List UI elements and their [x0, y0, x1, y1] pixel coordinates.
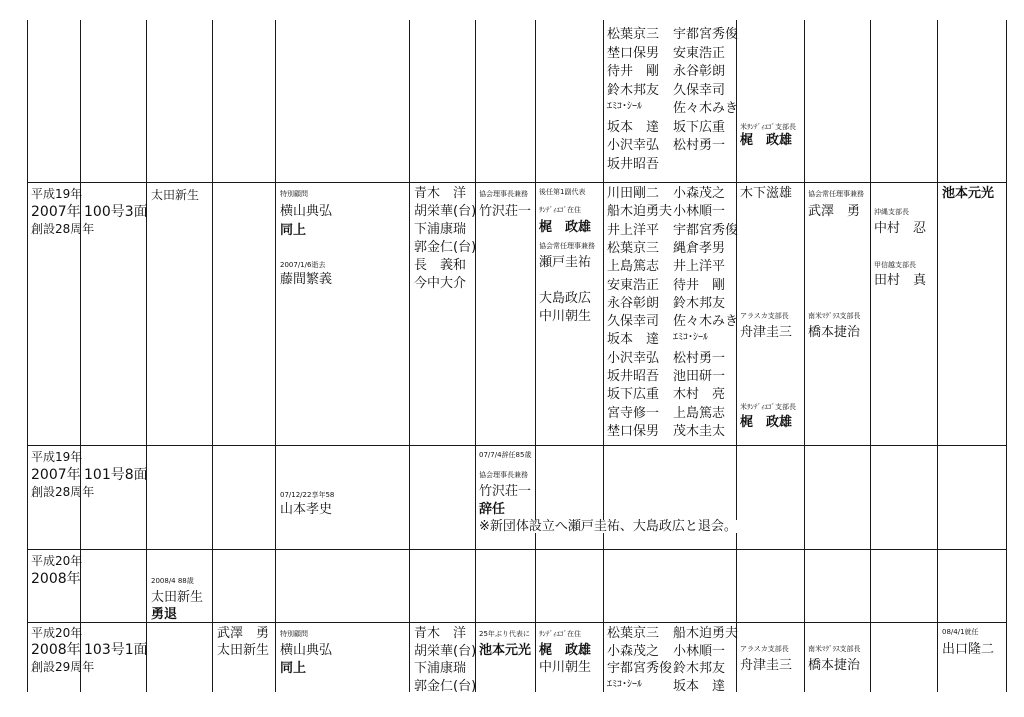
row1-c5-name2: 藤間繁義 [280, 272, 333, 287]
row1-c12-note1: 沖縄支部長 [874, 208, 909, 216]
row1-c8-name1: 梶 政雄 [539, 220, 592, 235]
row1-c13-name: 池本元光 [942, 186, 995, 201]
name-list-item: 小森茂之 [673, 186, 726, 201]
row2-issue: 101号8面 [84, 467, 148, 483]
name-list-item: 胡栄華(台) [414, 643, 477, 659]
row4-c11-note: 南米ﾏｸﾞﾗｽ支部長 [808, 645, 861, 653]
name-list-item: 坂下広重 [673, 119, 726, 135]
row4-c13-name: 出口隆二 [942, 642, 995, 657]
name-list-item: 久保幸司 [607, 314, 660, 330]
row1-c8-name4: 中川朝生 [539, 309, 592, 324]
row3-c3-status: 勇退 [151, 607, 178, 622]
name-list-item: 郭金仁(台) [414, 240, 477, 255]
row-separator [27, 445, 1007, 446]
row-separator [27, 182, 1007, 183]
row1-c10-name2: 舟津圭三 [740, 325, 793, 340]
name-list-item: 宇都宮秀俊 [673, 222, 739, 238]
column-separator [736, 20, 737, 692]
row4-c10-note: アラスカ支部長 [740, 645, 789, 653]
row4-c8-name2: 中川朝生 [539, 660, 592, 675]
name-list-item: 宮寺修一 [607, 405, 660, 421]
row1-c7-note: 協会理事長兼務 [479, 190, 528, 198]
column-separator [409, 20, 410, 692]
name-list-item: 小森茂之 [607, 643, 660, 659]
row1-c11-note2: 南米ﾏｸﾞﾗｽ支部長 [808, 312, 861, 320]
row1-c12-name2: 田村 真 [874, 273, 927, 288]
name-list-item: 松葉京三 [607, 626, 660, 641]
row2-c5-name: 山本孝史 [280, 502, 333, 517]
name-list-item: 永谷彰朗 [607, 295, 660, 311]
row1-c8-name2: 瀬戸圭祐 [539, 255, 592, 270]
row1-c11-note1: 協会常任理事兼務 [808, 190, 864, 198]
row2-c7-name: 竹沢荘一 [479, 484, 532, 499]
row2-c7-note2: 協会理事長兼務 [479, 471, 528, 479]
name-list-item: 坂本 達 [607, 332, 660, 348]
name-list-item: ｴﾐｺ･ｼｰﾙ [607, 678, 642, 690]
column-separator [275, 20, 276, 692]
column-separator [80, 20, 81, 692]
row1-c5-name1: 横山典弘 [280, 204, 333, 219]
row1-c5-note1: 特別顧問 [280, 190, 308, 198]
row1-c5-note2: 2007/1/6逝去 [280, 261, 326, 269]
name-list-item: 小林順一 [673, 204, 726, 220]
name-list-item: 小沢幸弘 [607, 350, 660, 366]
column-separator [603, 20, 604, 692]
name-list-item: ｴﾐｺ･ｼｰﾙ [607, 101, 642, 112]
name-list-item: ｴﾐｺ･ｼｰﾙ [673, 332, 708, 344]
name-list-item: 青木 洋 [414, 626, 467, 641]
name-list-item: 松葉京三 [607, 27, 660, 42]
name-list-item: 埜口保男 [607, 45, 660, 61]
name-list-item: 坂本 達 [673, 678, 726, 694]
name-list-item: 安東浩正 [607, 277, 660, 293]
row4-issue: 103号1面 [84, 642, 148, 658]
row1-era: 平成19年 [31, 187, 83, 201]
row1-anniversary: 創設28周年 [31, 222, 95, 236]
row4-c5-same: 同上 [280, 661, 307, 676]
row2-year: 2007年 [31, 467, 81, 483]
row2-anniversary: 創設28周年 [31, 485, 95, 499]
row1-year: 2007年 [31, 204, 81, 220]
name-list-item: 縄倉孝男 [673, 240, 726, 256]
row-separator [27, 622, 1007, 623]
row0-branch-note: 米ｻﾝﾃﾞｨｴｺﾞ支部長 [740, 123, 796, 131]
name-list-item: 船木迫勇夫 [607, 204, 673, 220]
row1-c8-note3: 協会常任理事兼務 [539, 242, 595, 250]
name-list-item: 小沢幸弘 [607, 138, 660, 153]
row3-year: 2008年 [31, 571, 81, 587]
column-separator [804, 20, 805, 692]
name-list-item: 鈴木邦友 [673, 295, 726, 311]
row4-c5-note: 特別顧問 [280, 630, 308, 638]
row2-remark: ※新団体設立へ瀬戸圭祐、大島政広と退会。 [479, 520, 741, 533]
name-list-item: 池田研一 [673, 369, 726, 384]
row4-c7-note: 25年ぶり代表に [479, 630, 530, 638]
row4-era: 平成20年 [31, 626, 83, 640]
name-list-item: 上島篤志 [673, 405, 726, 421]
row4-c13-note: 08/4/1就任 [942, 628, 979, 636]
name-list-item: 坂井昭吾 [607, 156, 660, 172]
name-list-item: 佐々木みき [673, 101, 739, 116]
name-list-item: 胡栄華(台) [414, 204, 477, 219]
row4-year: 2008年 [31, 642, 81, 658]
column-separator [870, 20, 871, 692]
name-list-item: 待井 剛 [673, 277, 726, 293]
name-list-item: 木村 亮 [673, 387, 726, 403]
name-list-item: 船木迫勇夫 [673, 626, 739, 641]
name-list-item: 川田剛二 [607, 186, 660, 201]
row4-c8-note: ｻﾝﾃﾞｨｴｺﾞ在住 [539, 630, 581, 638]
name-list-item: 佐々木みき [673, 314, 739, 330]
row1-c8-note2: ｻﾝﾃﾞｨｴｺﾞ在住 [539, 206, 581, 214]
name-list-item: 松村勇一 [673, 138, 726, 153]
row2-era: 平成19年 [31, 450, 83, 464]
name-list-item: 待井 剛 [607, 64, 660, 79]
name-list-item: 井上洋平 [607, 222, 660, 238]
name-list-item: 上島篤志 [607, 259, 660, 275]
name-list-item: 久保幸司 [673, 82, 726, 98]
name-list-item: 松村勇一 [673, 350, 726, 366]
row4-anniversary: 創設29周年 [31, 660, 95, 674]
name-list-item: 坂井昭吾 [607, 369, 660, 384]
row1-c10-note1: アラスカ支部長 [740, 312, 789, 320]
name-list-item: 安東浩正 [673, 45, 726, 61]
name-list-item: 埜口保男 [607, 423, 660, 439]
name-list-item: 鈴木邦友 [673, 661, 726, 676]
name-list-item: 坂下広重 [607, 387, 660, 403]
row0-branch-name: 梶 政雄 [740, 133, 793, 148]
row3-c3-note: 2008/4 88歳 [151, 577, 194, 585]
row4-c7-name: 池本元光 [479, 643, 532, 658]
name-list-item: 永谷彰朗 [673, 64, 726, 79]
row1-c11-name2: 橋本捷治 [808, 325, 861, 340]
name-list-item: 青木 洋 [414, 186, 467, 201]
row2-c7-resign: 辞任 [479, 502, 506, 517]
column-separator [27, 20, 28, 692]
column-separator [146, 20, 147, 692]
column-separator [1006, 20, 1007, 692]
column-separator [535, 20, 536, 692]
name-list-item: 長 義和 [414, 258, 467, 273]
name-list-item: 下浦康瑞 [414, 661, 467, 676]
name-list-item: 松葉京三 [607, 240, 660, 256]
row1-issue: 100号3面 [84, 204, 148, 220]
name-list-item: 宇都宮秀俊 [607, 661, 673, 676]
row1-c7-name: 竹沢荘一 [479, 204, 532, 219]
row1-col3: 太田新生 [151, 188, 200, 202]
row4-c4-name2: 太田新生 [217, 643, 270, 658]
row1-c10-name1: 木下滋雄 [740, 186, 793, 201]
name-list-item: 坂本 達 [607, 119, 660, 135]
row2-c5-note: 07/12/22享年58 [280, 491, 335, 499]
row4-c8-name1: 梶 政雄 [539, 643, 592, 658]
row3-era: 平成20年 [31, 554, 83, 568]
row4-c4-name1: 武澤 勇 [217, 626, 270, 641]
row2-c7-note1: 07/7/4辞任85歳 [479, 451, 532, 459]
row1-c11-name1: 武澤 勇 [808, 204, 861, 219]
row-separator [27, 549, 1007, 550]
name-list-item: 下浦康瑞 [414, 222, 467, 237]
row1-c12-name1: 中村 忍 [874, 221, 927, 236]
row1-c10-note2: 米ｻﾝﾃﾞｨｴｺﾞ支部長 [740, 403, 796, 411]
name-list-item: 宇都宮秀俊 [673, 27, 739, 42]
column-separator [475, 20, 476, 692]
row4-c5-name: 横山典弘 [280, 643, 333, 658]
name-list-item: 郭金仁(台) [414, 678, 477, 694]
name-list-item: 今中大介 [414, 276, 467, 291]
name-list-item: 茂木圭太 [673, 423, 726, 439]
name-list-item: 小林順一 [673, 643, 726, 659]
row4-c10-name: 舟津圭三 [740, 658, 793, 673]
row1-c8-note1: 後任第1副代表 [539, 188, 586, 196]
column-separator [212, 20, 213, 692]
column-separator [937, 20, 938, 692]
row1-c8-name3: 大島政広 [539, 291, 592, 306]
name-list-item: 鈴木邦友 [607, 82, 660, 98]
row1-c5-same: 同上 [280, 223, 307, 238]
row1-c12-note2: 甲信越支部長 [874, 261, 916, 269]
row3-c3-name: 太田新生 [151, 590, 204, 605]
row4-c11-name: 橋本捷治 [808, 658, 861, 673]
row1-c10-name3: 梶 政雄 [740, 415, 793, 430]
name-list-item: 井上洋平 [673, 259, 726, 275]
